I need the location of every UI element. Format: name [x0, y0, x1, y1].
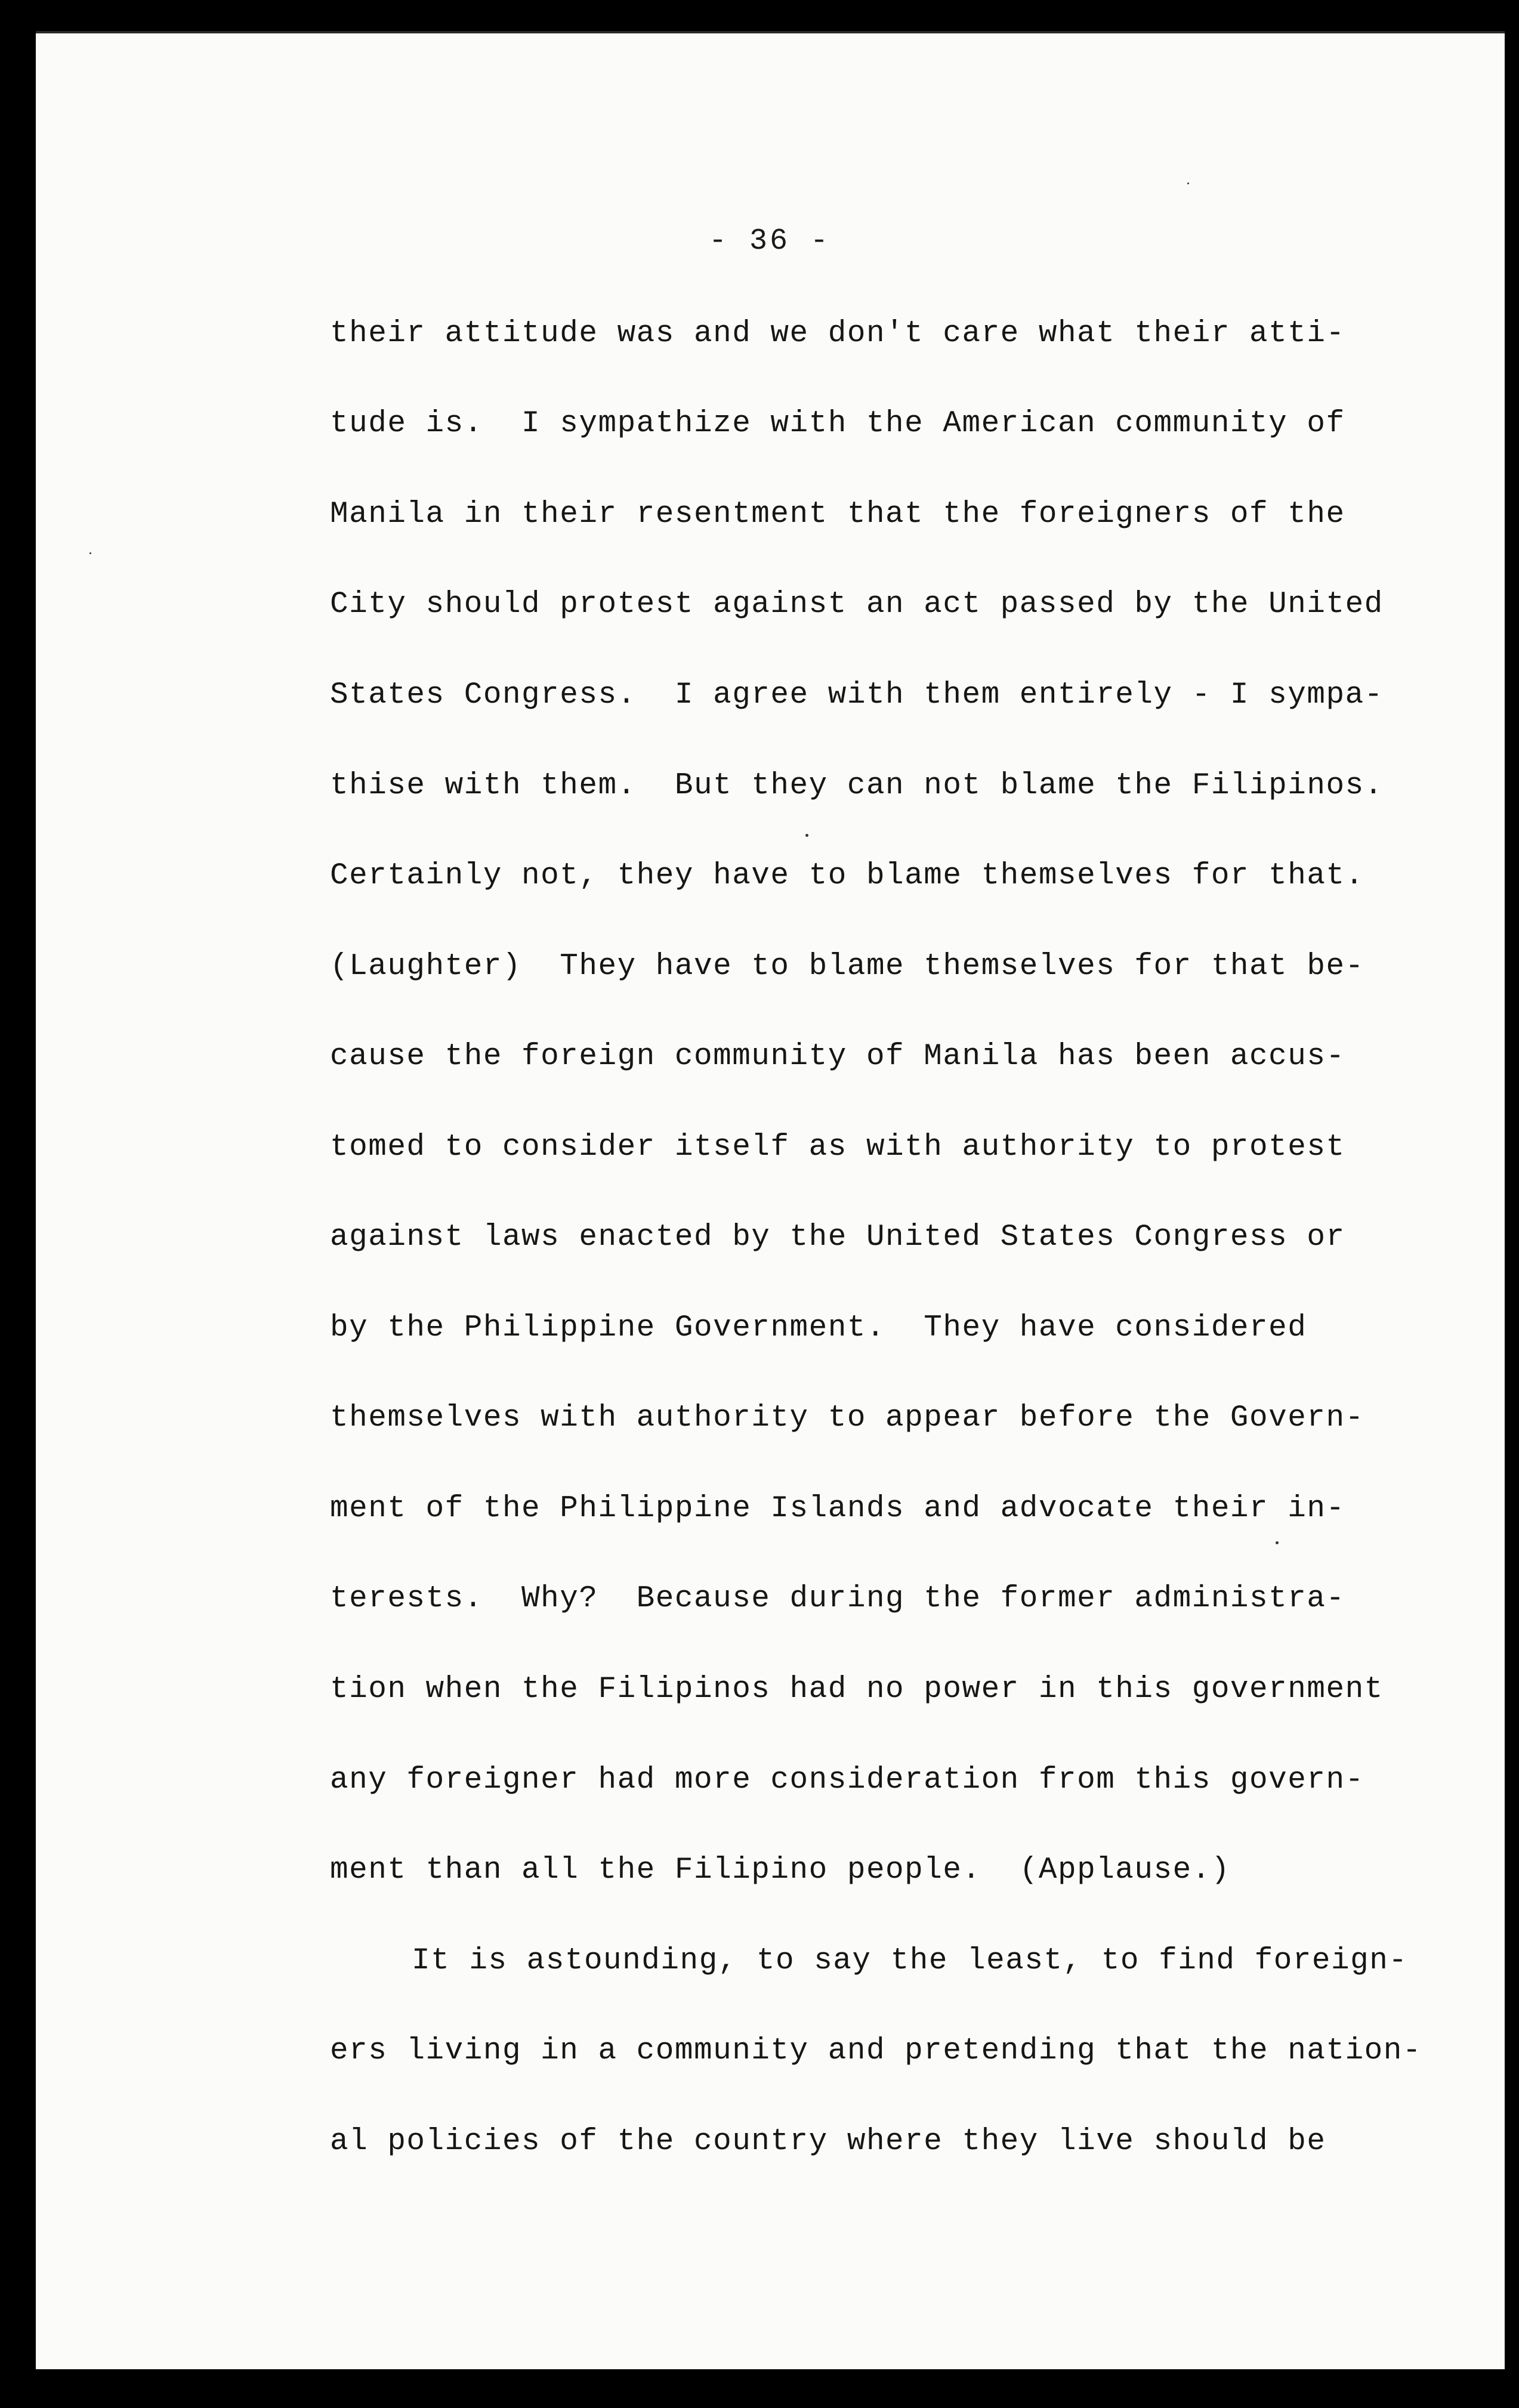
text-line: themselves with authority to appear before the Govern-	[330, 1401, 1364, 1435]
text-line: States Congress. I agree with them entirely - I sympa-	[330, 678, 1384, 712]
text-line: any foreigner had more consideration from this govern-	[330, 1763, 1364, 1797]
text-line: thise with them. But they can not blame the Filipinos.	[330, 769, 1384, 803]
text-line: their attitude was and we don't care what their atti-	[330, 317, 1345, 351]
ink-speck	[1276, 1541, 1279, 1544]
ink-speck	[1187, 183, 1189, 184]
text-line: Certainly not, they have to blame themselves for that.	[330, 859, 1364, 893]
text-line: City should protest against an act passed by the United	[330, 588, 1384, 622]
text-line: (Laughter) They have to blame themselves for that be-	[330, 950, 1364, 984]
paragraph-first-line: It is astounding, to say the least, to find foreign-	[412, 1944, 1408, 1978]
text-line: cause the foreign community of Manila has been accus-	[330, 1040, 1345, 1074]
text-line: tude is. I sympathize with the American community of	[330, 407, 1345, 441]
text-line: tomed to consider itself as with authority to protest	[330, 1130, 1345, 1164]
page-number: - 36 -	[708, 224, 831, 258]
ink-speck	[89, 552, 91, 554]
text-line: terests. Why? Because during the former administra-	[330, 1582, 1345, 1616]
text-line: al policies of the country where they live should be	[330, 2125, 1326, 2159]
text-line: ment than all the Filipino people. (Applause.)	[330, 1853, 1230, 1887]
page-sheet	[36, 31, 1505, 2369]
text-line: by the Philippine Government. They have considered	[330, 1311, 1307, 1345]
ink-speck	[805, 834, 808, 837]
text-line: Manila in their resentment that the foreigners of the	[330, 497, 1345, 531]
text-line: ment of the Philippine Islands and advocate their in-	[330, 1492, 1345, 1526]
text-line: against laws enacted by the United States Congress or	[330, 1220, 1345, 1254]
text-line: tion when the Filipinos had no power in this government	[330, 1673, 1384, 1707]
text-line: ers living in a community and pretending that the nation-	[330, 2034, 1422, 2068]
